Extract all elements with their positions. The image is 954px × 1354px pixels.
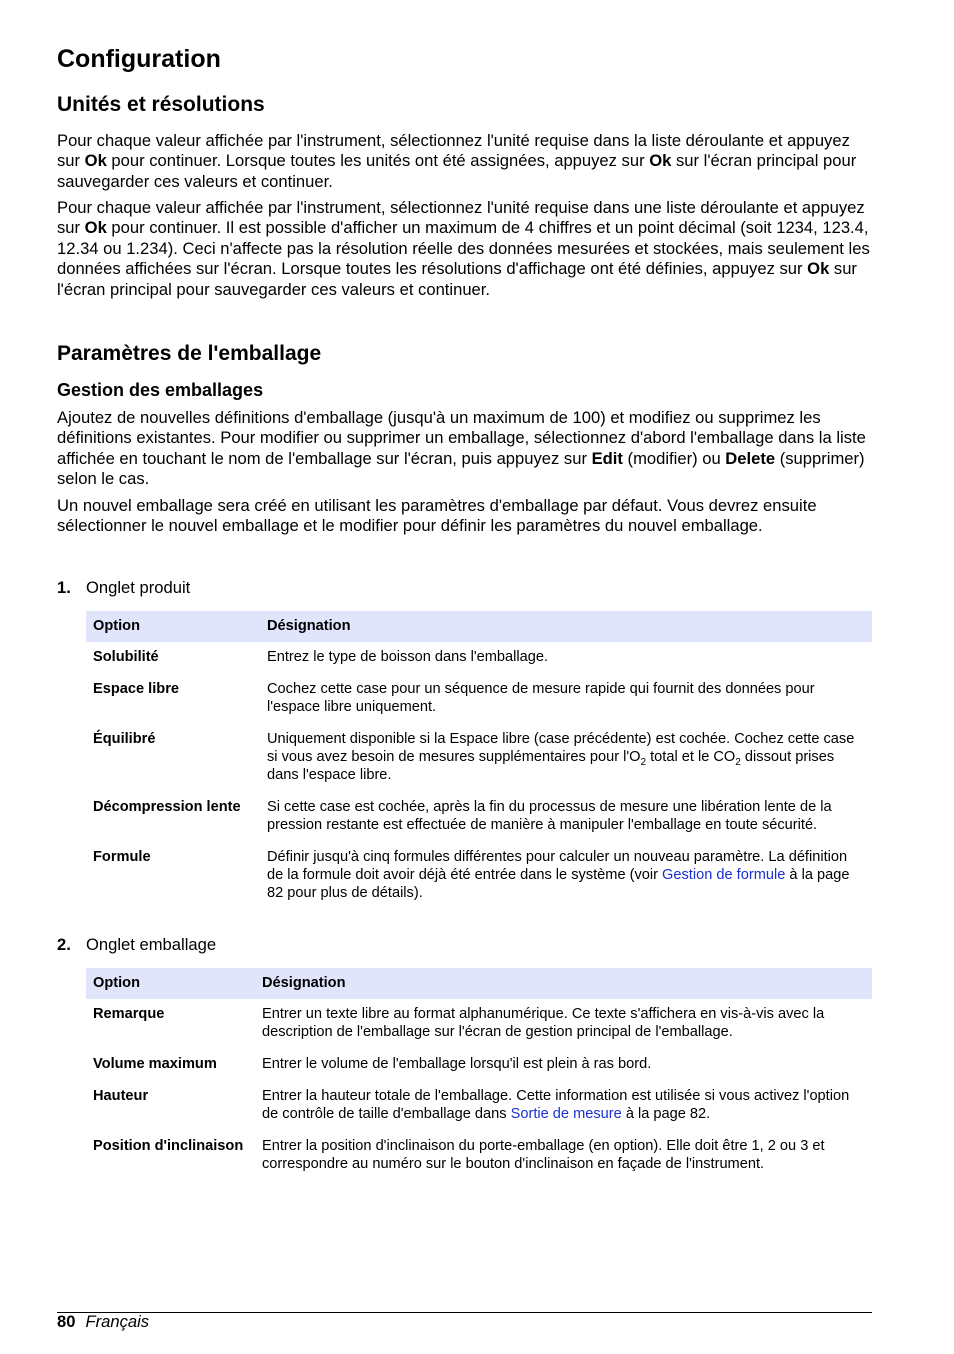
column-header-option: Option bbox=[86, 611, 260, 642]
designation-cell: Entrer la hauteur totale de l'emballage. Cette information est utilisée si vous activez l'option de contrôle de taille d'emballage dans Sortie de mesure à la page 82. bbox=[262, 1088, 850, 1122]
table-row bbox=[86, 1081, 872, 1131]
step-number: 2. bbox=[57, 935, 71, 954]
section-heading-units: Unités et résolutions bbox=[57, 93, 265, 116]
table-row bbox=[86, 842, 872, 910]
table-row bbox=[86, 674, 872, 724]
designation-cell: Uniquement disponible si la Espace libre (case précédente) est cochée. Cochez cette case si vous avez besoin de mesures supplémentaires pour $l'O_2$ total et le $CO_2$ dissout prises dans l'espace libre. bbox=[267, 731, 855, 783]
option-cell: Solubilité bbox=[93, 649, 159, 665]
table-row bbox=[86, 1131, 872, 1181]
packaging-paragraph-1: Ajoutez de nouvelles définitions d'emballage (jusqu'à un maximum de 100) et modifiez ou supprimez les définitions existantes. Pour modifier ou supprimer un emballage, sélectionnez d'abord l'emballage dans la liste affichée en touchant le nom de l'emballage sur l'écran, puis appuyez sur Edit (modifier) ou Delete (supprimer) selon le cas. bbox=[57, 408, 866, 489]
option-cell: Décompression lente bbox=[93, 799, 241, 815]
table-row bbox=[86, 999, 872, 1049]
table-header-row bbox=[86, 968, 872, 999]
table-row bbox=[86, 792, 872, 842]
designation-cell: Si cette case est cochée, après la fin du processus de mesure une libération lente de la pression restante est effectuée de manière à manipuler l'emballage en toute sécurité. bbox=[267, 799, 832, 833]
packaging-tab-options-table bbox=[86, 968, 872, 1181]
option-cell: Équilibré bbox=[93, 731, 156, 747]
table-row bbox=[86, 724, 872, 792]
column-header-option: Option bbox=[86, 968, 255, 999]
designation-cell: Entrer le volume de l'emballage lorsqu'il est plein à ras bord. bbox=[262, 1056, 652, 1072]
page-number: 80 bbox=[57, 1312, 76, 1331]
option-cell: Espace libre bbox=[93, 681, 179, 697]
option-cell: Remarque bbox=[93, 1006, 165, 1022]
section-heading-packaging: Paramètres de l'emballage bbox=[57, 342, 322, 365]
table-row bbox=[86, 1049, 872, 1081]
column-header-designation: Désignation bbox=[255, 968, 872, 999]
table-row bbox=[86, 642, 872, 674]
units-paragraph-1: Pour chaque valeur affichée par l'instrument, sélectionnez l'unité requise dans la liste déroulante et appuyez sur Ok pour continuer. Lorsque toutes les unités ont été assignées, appuyez sur Ok sur l'écran principal pour sauvegarder ces valeurs et continuer. bbox=[57, 131, 857, 191]
designation-cell: Entrer la position d'inclinaison du porte-emballage (en option). Elle doit être 1, 2 ou 3 et correspondre au numéro sur le bouton d'inclinaison en façade de l'instrument. bbox=[262, 1138, 825, 1172]
step-label: Onglet produit bbox=[86, 578, 191, 597]
designation-cell: Entrer un texte libre au format alphanumérique. Ce texte s'affichera en vis-à-vis avec la description de l'emballage sur l'écran de gestion principal de l'emballage. bbox=[262, 1006, 825, 1040]
option-cell: Position d'inclinaison bbox=[93, 1138, 244, 1154]
formula-management-link[interactable]: Gestion de formule bbox=[662, 867, 786, 883]
product-tab-options-table bbox=[86, 611, 872, 910]
option-cell: Hauteur bbox=[93, 1088, 149, 1104]
subsection-heading-packaging-management: Gestion des emballages bbox=[57, 380, 264, 400]
step-number: 1. bbox=[57, 578, 71, 597]
footer-language: Français bbox=[85, 1312, 150, 1331]
step-1 bbox=[57, 578, 190, 598]
footer-divider bbox=[57, 1312, 872, 1313]
page-title: Configuration bbox=[57, 45, 221, 73]
units-paragraph-2: Pour chaque valeur affichée par l'instrument, sélectionnez l'unité requise dans une liste déroulante et appuyez sur Ok pour continuer. Il est possible d'afficher un maximum de 4 chiffres et un point décimal (soit 1234, 123.4, 12.34 ou 1.234). Ceci n'affecte pas la résolution réelle des données mesurées et stockées, mais seulement les données affichées sur l'écran. Lorsque toutes les résolutions d'affichage ont été définies, appuyez sur Ok sur l'écran principal pour sauvegarder ces valeurs et continuer. bbox=[57, 198, 870, 299]
table-header-row bbox=[86, 611, 872, 642]
measurement-output-link[interactable]: Sortie de mesure bbox=[510, 1106, 622, 1122]
designation-cell: Entrez le type de boisson dans l'emballage. bbox=[267, 649, 549, 665]
column-header-designation: Désignation bbox=[260, 611, 872, 642]
step-2 bbox=[57, 935, 216, 955]
option-cell: Volume maximum bbox=[93, 1056, 217, 1072]
designation-cell: Cochez cette case pour un séquence de mesure rapide qui fournit des données pour l'espace libre uniquement. bbox=[267, 681, 815, 715]
designation-cell: Définir jusqu'à cinq formules différentes pour calculer un nouveau paramètre. La définition de la formule doit avoir déjà été entrée dans le système (voir Gestion de formule à la page 82 pour plus de détails). bbox=[267, 849, 850, 901]
packaging-paragraph-2: Un nouvel emballage sera créé en utilisant les paramètres d'emballage par défaut. Vous devrez ensuite sélectionner le nouvel emballage et le modifier pour définir les paramètres du nouvel emballage. bbox=[57, 496, 817, 536]
step-label: Onglet emballage bbox=[86, 935, 217, 954]
option-cell: Formule bbox=[93, 849, 151, 865]
page-footer bbox=[57, 1312, 149, 1332]
